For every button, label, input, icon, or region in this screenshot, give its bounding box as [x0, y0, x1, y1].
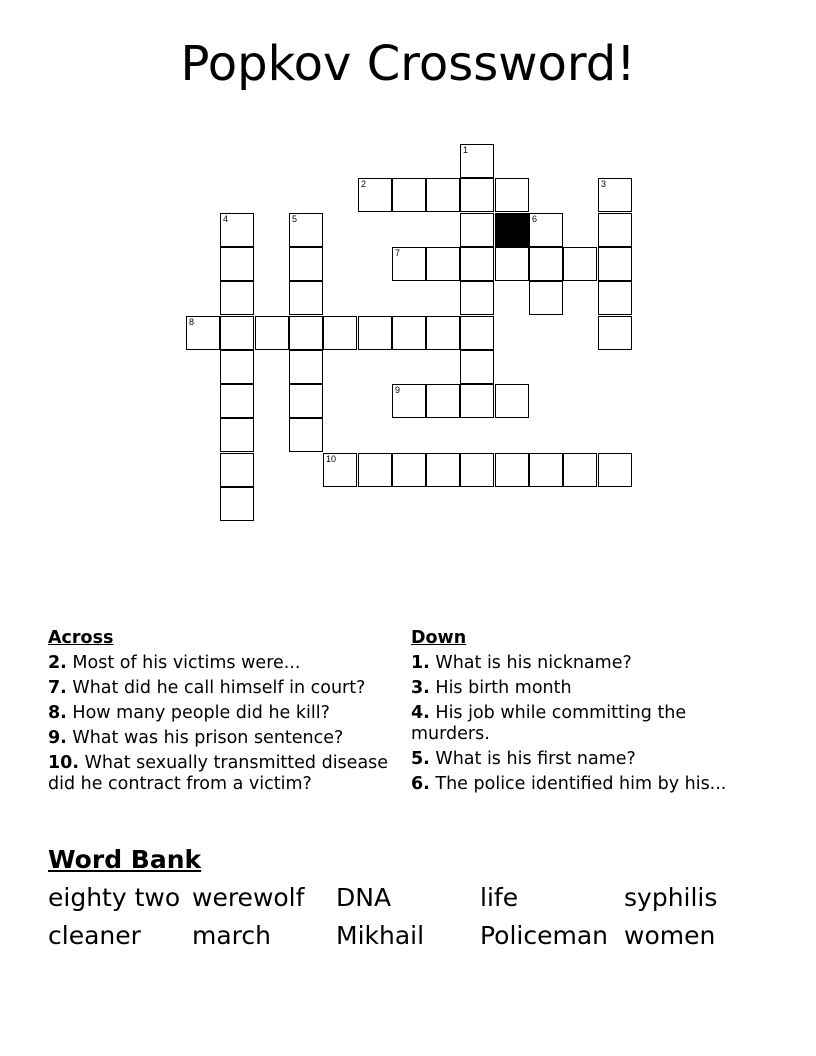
crossword-cell[interactable] — [220, 281, 254, 315]
clue-text: What is his first name? — [435, 749, 636, 769]
word-bank-item: syphilis — [624, 883, 718, 912]
clue-down-6 — [411, 774, 731, 795]
crossword-cell[interactable] — [255, 316, 289, 350]
crossword-cell[interactable] — [460, 247, 494, 281]
clue-down-1 — [411, 653, 731, 674]
crossword-cell[interactable] — [220, 453, 254, 487]
crossword-cell[interactable] — [495, 178, 529, 212]
crossword-cell[interactable] — [289, 418, 323, 452]
clue-down-4 — [411, 703, 731, 745]
crossword-cell[interactable] — [460, 281, 494, 315]
clue-number-label: 1 — [463, 145, 469, 155]
crossword-cell[interactable] — [495, 384, 529, 418]
crossword-cell[interactable] — [220, 487, 254, 521]
clue-text: What sexually transmitted disease did he contract from a victim? — [48, 753, 389, 794]
clue-text: What did he call himself in court? — [72, 678, 366, 698]
clue-text: How many people did he kill? — [72, 703, 330, 723]
crossword-cell[interactable] — [529, 453, 563, 487]
clue-number-label: 4 — [223, 214, 229, 224]
crossword-cell[interactable] — [529, 213, 563, 247]
crossword-cell[interactable] — [392, 453, 426, 487]
clue-number: 4. — [411, 703, 430, 723]
crossword-cell[interactable] — [220, 213, 254, 247]
clue-text: His job while committing the murders. — [411, 703, 687, 744]
crossword-cell[interactable] — [220, 384, 254, 418]
crossword-block — [495, 213, 529, 247]
crossword-cell[interactable] — [563, 453, 597, 487]
crossword-cell[interactable] — [392, 384, 426, 418]
clue-text: His birth month — [435, 678, 572, 698]
crossword-cell[interactable] — [426, 316, 460, 350]
clue-number-label: 7 — [395, 248, 401, 258]
crossword-cell[interactable] — [460, 350, 494, 384]
down-heading: Down — [411, 628, 467, 648]
word-bank-title: Word Bank — [48, 845, 202, 874]
page-title: Popkov Crossword! — [180, 36, 636, 92]
crossword-cell[interactable] — [392, 247, 426, 281]
clue-number-label: 2 — [361, 179, 367, 189]
crossword-cell[interactable] — [495, 453, 529, 487]
crossword-cell[interactable] — [495, 247, 529, 281]
crossword-cell[interactable] — [598, 247, 632, 281]
crossword-cell[interactable] — [426, 453, 460, 487]
clue-number: 7. — [48, 678, 67, 698]
clue-across-2 — [48, 653, 404, 674]
clue-number: 2. — [48, 653, 67, 673]
word-bank-item: women — [624, 921, 716, 950]
word-bank-item: Mikhail — [336, 921, 425, 950]
crossword-cell[interactable] — [220, 247, 254, 281]
clue-text: What is his nickname? — [435, 653, 632, 673]
crossword-cell[interactable] — [598, 178, 632, 212]
word-bank-item: Policeman — [480, 921, 609, 950]
crossword-cell[interactable] — [289, 213, 323, 247]
crossword-cell[interactable] — [598, 281, 632, 315]
crossword-cell[interactable] — [460, 144, 494, 178]
clue-down-3 — [411, 678, 731, 699]
clue-down-5 — [411, 749, 731, 770]
clue-number: 10. — [48, 753, 80, 773]
crossword-cell[interactable] — [220, 418, 254, 452]
crossword-cell[interactable] — [392, 316, 426, 350]
crossword-cell[interactable] — [563, 247, 597, 281]
clue-number-label: 5 — [292, 214, 298, 224]
crossword-cell[interactable] — [460, 384, 494, 418]
crossword-cell[interactable] — [358, 316, 392, 350]
crossword-cell[interactable] — [529, 281, 563, 315]
crossword-cell[interactable] — [289, 350, 323, 384]
crossword-cell[interactable] — [358, 453, 392, 487]
clue-number: 3. — [411, 678, 430, 698]
word-bank-item: werewolf — [192, 883, 305, 912]
clue-text: Most of his victims were... — [72, 653, 301, 673]
down-clues — [411, 628, 731, 799]
crossword-cell[interactable] — [460, 316, 494, 350]
crossword-cell[interactable] — [598, 316, 632, 350]
clue-number-label: 6 — [532, 214, 538, 224]
word-bank-item: march — [192, 921, 271, 950]
crossword-cell[interactable] — [289, 316, 323, 350]
crossword-cell[interactable] — [426, 384, 460, 418]
word-bank-item: life — [480, 883, 519, 912]
word-bank-item: eighty two — [48, 883, 181, 912]
word-bank-item: cleaner — [48, 921, 141, 950]
crossword-cell[interactable] — [323, 316, 357, 350]
crossword-cell[interactable] — [323, 453, 357, 487]
clue-across-8 — [48, 703, 404, 724]
clue-number-label: 3 — [601, 179, 607, 189]
clue-number-label: 10 — [326, 454, 337, 464]
clue-number: 6. — [411, 774, 430, 794]
crossword-cell[interactable] — [392, 178, 426, 212]
clue-number: 9. — [48, 728, 67, 748]
crossword-cell[interactable] — [460, 213, 494, 247]
crossword-cell[interactable] — [220, 316, 254, 350]
crossword-cell[interactable] — [529, 247, 563, 281]
crossword-cell[interactable] — [358, 178, 392, 212]
across-clues — [48, 628, 404, 799]
clue-number-label: 8 — [189, 317, 195, 327]
crossword-cell[interactable] — [289, 247, 323, 281]
clue-number-label: 9 — [395, 385, 401, 395]
clue-text: The police identified him by his... — [435, 774, 727, 794]
clue-text: What was his prison sentence? — [72, 728, 344, 748]
clue-number: 8. — [48, 703, 67, 723]
crossword-cell[interactable] — [598, 453, 632, 487]
crossword-cell[interactable] — [460, 453, 494, 487]
crossword-cell[interactable] — [598, 213, 632, 247]
clue-across-9 — [48, 728, 404, 749]
crossword-cell[interactable] — [426, 247, 460, 281]
word-bank-item: DNA — [336, 883, 392, 912]
clue-across-7 — [48, 678, 404, 699]
crossword-cell[interactable] — [289, 281, 323, 315]
crossword-cell[interactable] — [220, 350, 254, 384]
clue-number: 1. — [411, 653, 430, 673]
crossword-cell[interactable] — [460, 178, 494, 212]
crossword-cell[interactable] — [186, 316, 220, 350]
clue-across-10 — [48, 753, 404, 795]
crossword-cell[interactable] — [289, 384, 323, 418]
across-heading: Across — [48, 628, 114, 648]
clue-number: 5. — [411, 749, 430, 769]
crossword-cell[interactable] — [426, 178, 460, 212]
